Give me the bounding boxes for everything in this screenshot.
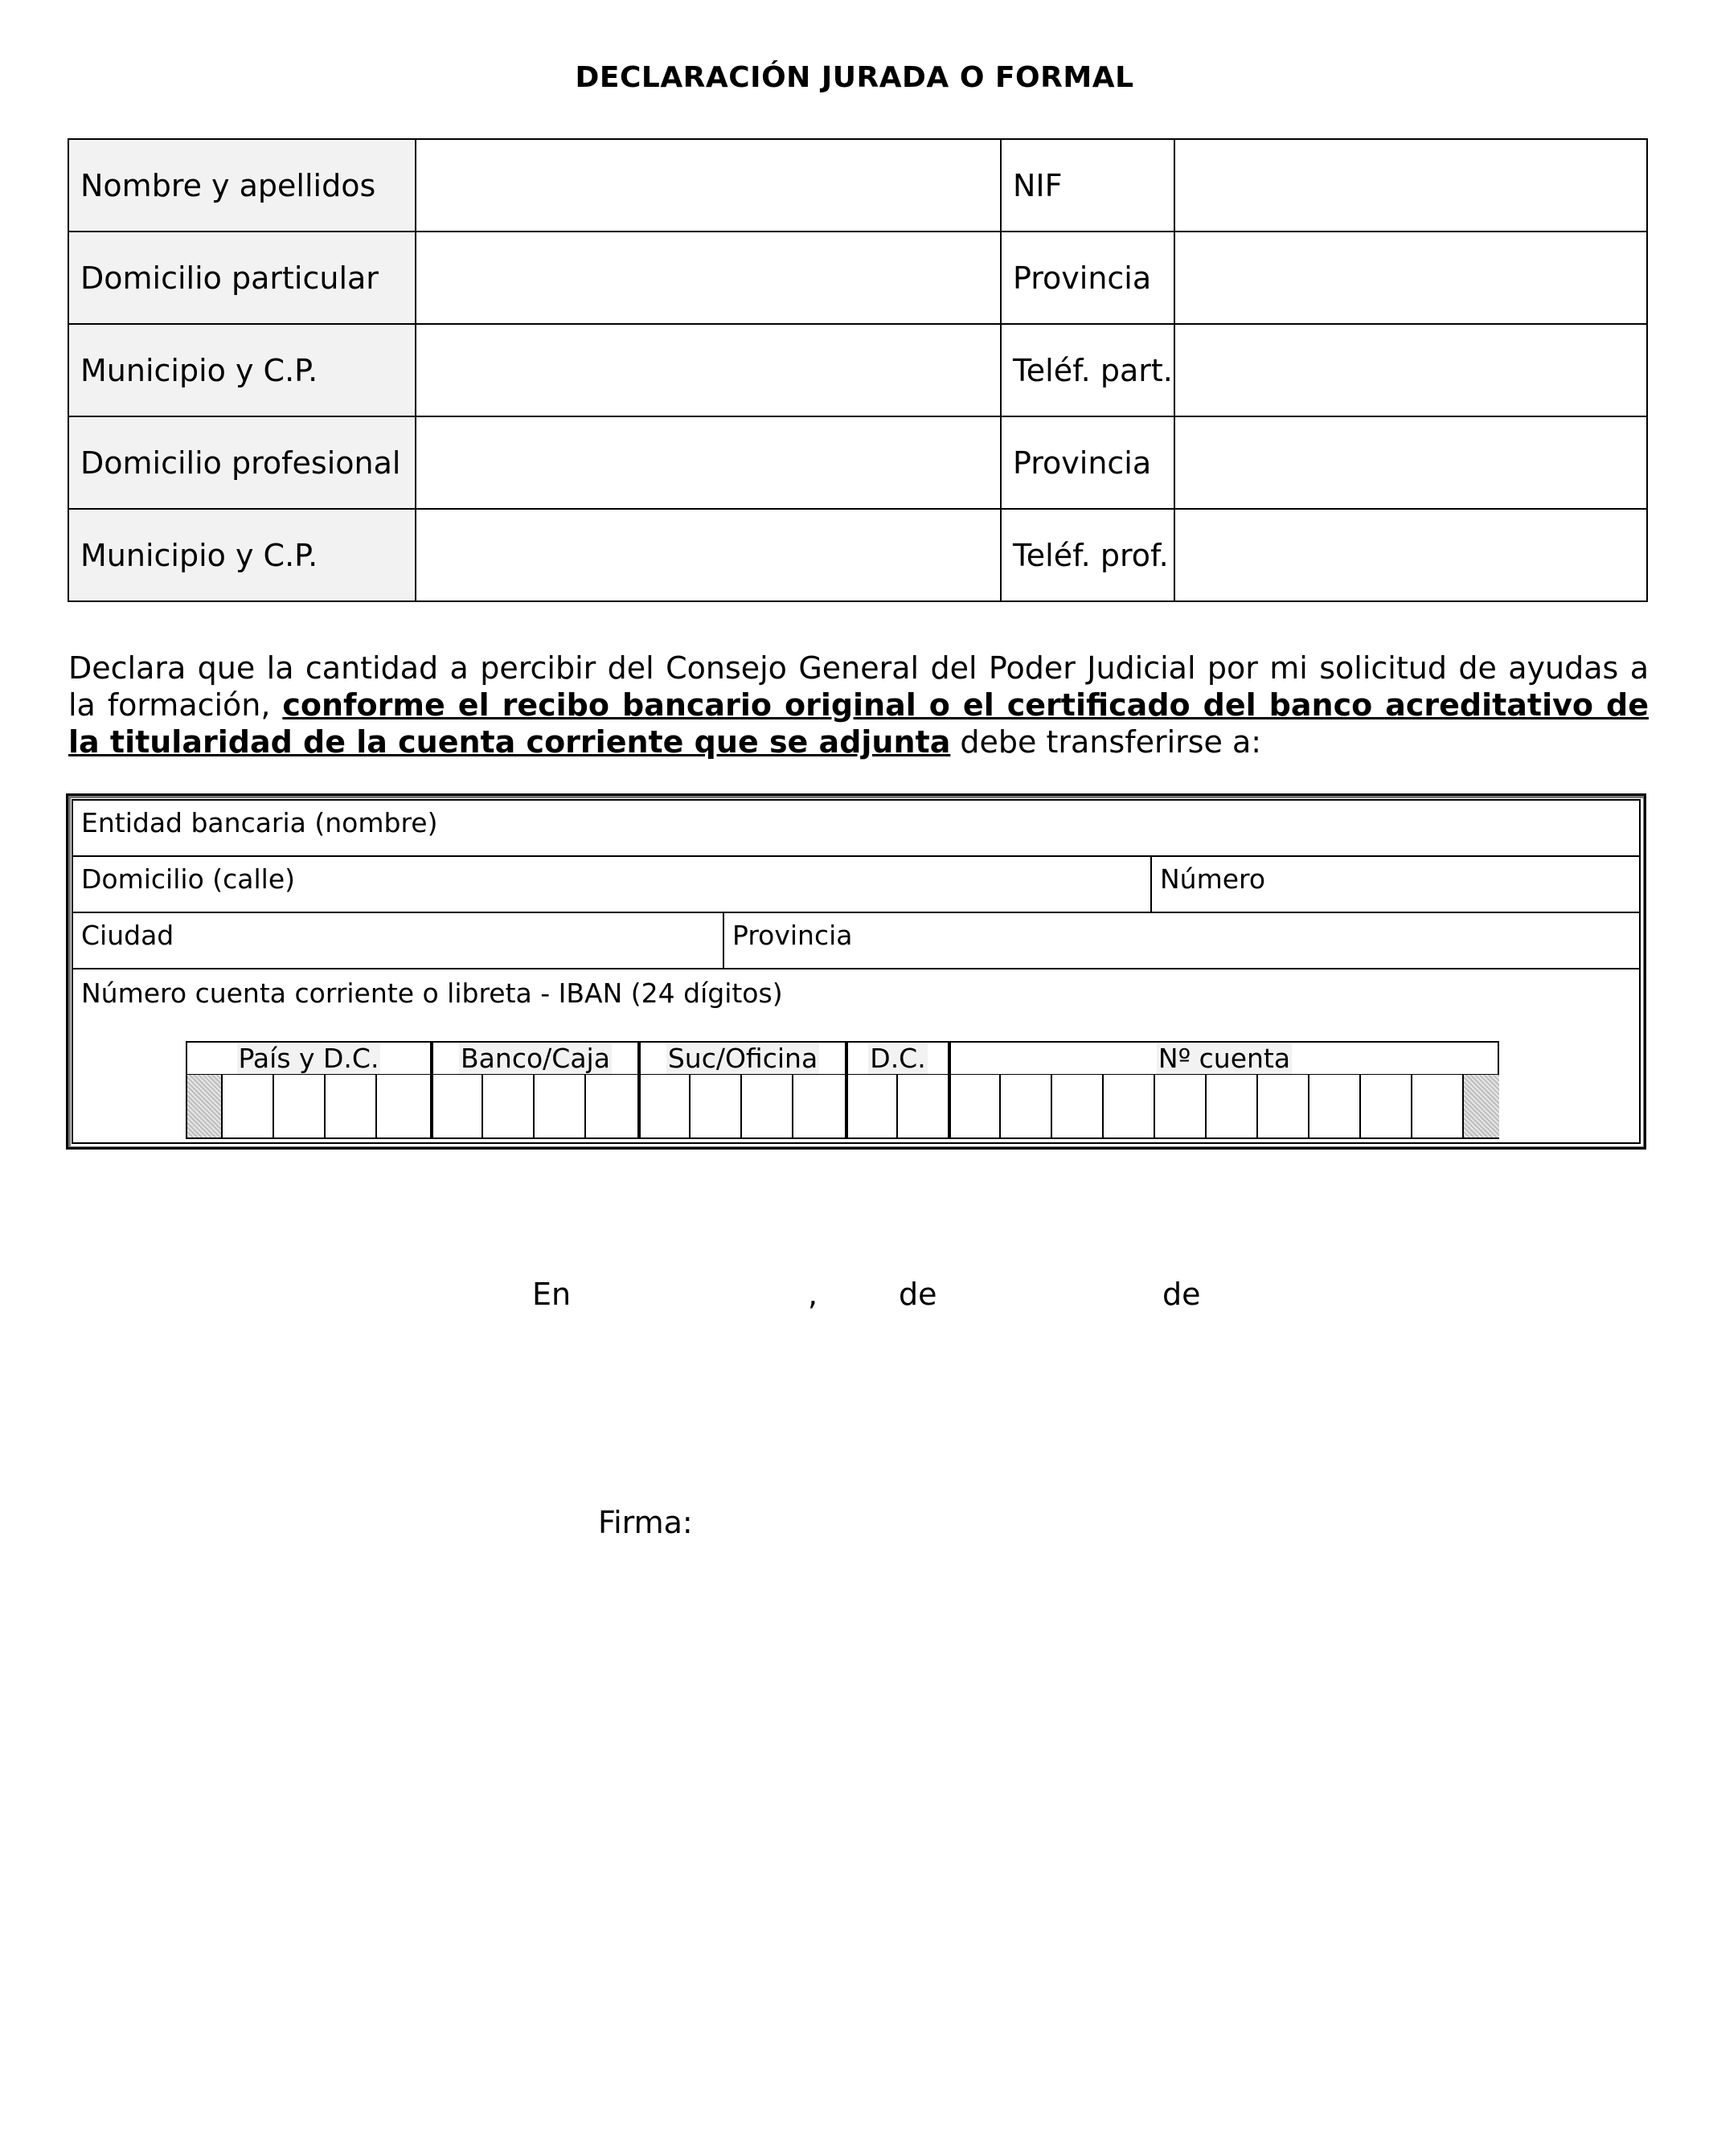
table-row: [68, 232, 1647, 324]
work-province-field[interactable]: [1174, 416, 1647, 509]
declaration-text-end: debe transferirse a:: [950, 724, 1262, 760]
table-row: [68, 139, 1647, 232]
iban-digit-box[interactable]: [845, 1075, 900, 1137]
personal-data-table: [68, 138, 1648, 602]
date-en-label: En: [532, 1277, 572, 1312]
iban-group-account: Nº cuenta: [948, 1043, 1498, 1074]
iban-digit-box[interactable]: [482, 1075, 535, 1137]
iban-digit-box[interactable]: [273, 1075, 326, 1137]
account-label-cell: [73, 971, 783, 1011]
iban-shaded-box: [187, 1075, 221, 1137]
declaration-paragraph: [68, 650, 1649, 760]
iban-digit-box[interactable]: [689, 1075, 742, 1137]
table-row: [68, 509, 1647, 601]
iban-digit-box[interactable]: [1411, 1075, 1464, 1137]
iban-digit-box[interactable]: [375, 1075, 432, 1137]
iban-group-header: [186, 1041, 1499, 1075]
iban-group-bank: Banco/Caja: [430, 1043, 637, 1074]
bank-province-label: Provincia: [732, 920, 853, 951]
bank-province-field[interactable]: [723, 913, 1639, 968]
home-municipality-field[interactable]: [416, 324, 1001, 416]
iban-digit-box[interactable]: [1256, 1075, 1309, 1137]
bank-city-field[interactable]: [73, 913, 723, 968]
work-municipality-field[interactable]: [416, 509, 1001, 601]
iban-digit-box[interactable]: [948, 1075, 1002, 1137]
home-phone-label: Teléf. part.: [1001, 324, 1174, 416]
iban-digit-box[interactable]: [1051, 1075, 1104, 1137]
iban-digit-box[interactable]: [1205, 1075, 1258, 1137]
iban-digit-box[interactable]: [1102, 1075, 1155, 1137]
work-address-field[interactable]: [416, 416, 1001, 509]
bank-number-label: Número: [1160, 863, 1266, 895]
bank-details-box: [66, 793, 1646, 1150]
home-address-field[interactable]: [416, 232, 1001, 324]
home-phone-field[interactable]: [1174, 324, 1647, 416]
work-address-label: Domicilio profesional: [68, 416, 416, 509]
iban-digit-box[interactable]: [999, 1075, 1052, 1137]
work-province-label: Provincia: [1001, 416, 1174, 509]
table-row: [68, 324, 1647, 416]
iban-digit-box[interactable]: [896, 1075, 949, 1137]
home-province-label: Provincia: [1001, 232, 1174, 324]
home-address-label: Domicilio particular: [68, 232, 416, 324]
name-label: Nombre y apellidos: [68, 139, 416, 232]
nif-label: NIF: [1001, 139, 1174, 232]
iban-digit-box[interactable]: [1359, 1075, 1412, 1137]
signature-label: Firma:: [598, 1505, 693, 1540]
iban-digit-box[interactable]: [584, 1075, 639, 1137]
iban-group-country: País y D.C.: [238, 1043, 379, 1074]
iban-group-dc: D.C.: [845, 1043, 948, 1074]
iban-shaded-box: [1462, 1075, 1499, 1137]
iban-digit-box[interactable]: [792, 1075, 846, 1137]
work-municipality-label: Municipio y C.P.: [68, 509, 416, 601]
date-de-label-1: de: [899, 1277, 937, 1312]
iban-digit-box[interactable]: [221, 1075, 274, 1137]
iban-digit-box[interactable]: [324, 1075, 377, 1137]
table-row: [68, 416, 1647, 509]
iban-digit-box[interactable]: [533, 1075, 586, 1137]
bank-entity-row: [73, 801, 1639, 857]
bank-entity-label: Entidad bancaria (nombre): [81, 807, 438, 838]
declaration-emphasis: conforme el recibo bancario original o el certificado del banco acreditativo de la titularidad de la cuenta corriente que se adjunta: [68, 687, 1649, 760]
bank-street-label: Domicilio (calle): [81, 863, 295, 895]
date-comma: ,: [808, 1277, 818, 1312]
iban-group-branch: Suc/Oficina: [637, 1043, 845, 1074]
declaration-text: Declara que la cantidad a percibir del Consejo General del Poder Judicial por mi solicitud de ayudas a la formación,: [68, 650, 1649, 723]
iban-digit-box[interactable]: [637, 1075, 692, 1137]
iban-digit-box[interactable]: [740, 1075, 793, 1137]
bank-entity-field[interactable]: [73, 801, 1639, 855]
nif-field[interactable]: [1174, 139, 1647, 232]
bank-city-label: Ciudad: [81, 920, 174, 951]
work-phone-field[interactable]: [1174, 509, 1647, 601]
home-municipality-label: Municipio y C.P.: [68, 324, 416, 416]
home-province-field[interactable]: [1174, 232, 1647, 324]
iban-digit-box[interactable]: [1308, 1075, 1361, 1137]
bank-details-inner: [72, 799, 1641, 1144]
bank-city-row: [73, 913, 1639, 969]
work-phone-label: Teléf. prof.: [1001, 509, 1174, 601]
iban-digit-box[interactable]: [430, 1075, 485, 1137]
date-de-label-2: de: [1162, 1277, 1201, 1312]
bank-street-field[interactable]: [73, 857, 1150, 912]
iban-digit-boxes: [186, 1075, 1499, 1139]
name-field[interactable]: [416, 139, 1001, 232]
bank-street-row: [73, 857, 1639, 913]
account-label: Número cuenta corriente o libreta - IBAN (24 dígitos): [81, 978, 783, 1009]
page-title: DECLARACIÓN JURADA O FORMAL: [575, 61, 1134, 94]
bank-number-field[interactable]: [1150, 857, 1639, 912]
iban-digit-box[interactable]: [1154, 1075, 1207, 1137]
